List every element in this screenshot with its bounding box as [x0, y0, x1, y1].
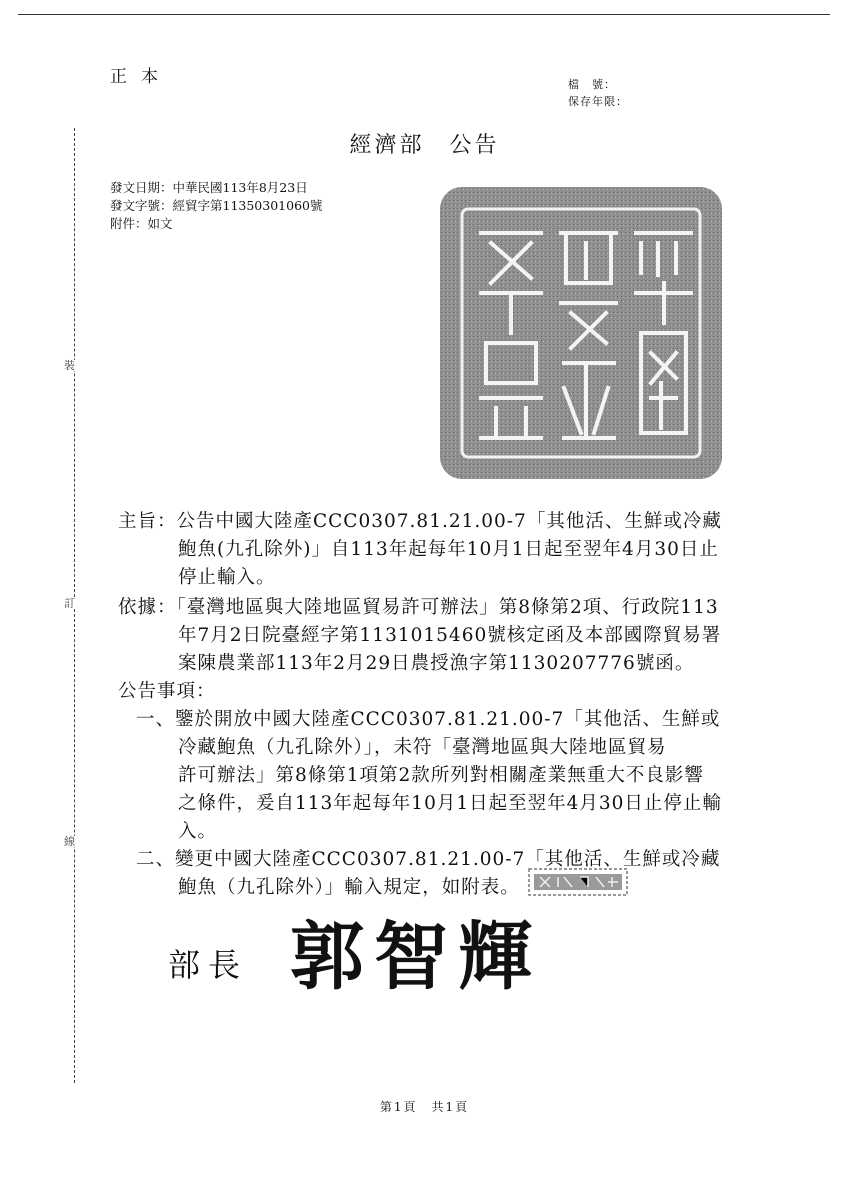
file-number-label: 檔 號： — [568, 78, 616, 91]
top-border-line — [18, 14, 830, 15]
issue-date: 發文日期：中華民國113年8月23日 — [110, 180, 308, 195]
binding-char-mid: 訂 — [64, 597, 75, 610]
notice-heading: 公告事項： — [118, 681, 216, 702]
item1-line-3: 許可辦法」第8條第1項第2款所列對相關產業無重大不良影響 — [178, 765, 704, 786]
item1-line-4: 之條件，爰自113年起每年10月1日起至翌年4月30日止停止輸 — [178, 793, 722, 814]
issue-number: 發文字號：經貿字第11350301060號 — [110, 198, 323, 213]
document-title: 經濟部 公告 — [349, 133, 500, 158]
official-seal — [436, 183, 726, 483]
retention-label: 保存年限： — [568, 95, 628, 108]
item2-line-1: 二、變更中國大陸產CCC0307.81.21.00-7「其他活、生鮮或冷藏 — [136, 849, 721, 870]
basis-line-1: 依據：「臺灣地區與大陸地區貿易許可辦法」第8條第2項、行政院113 — [118, 597, 719, 618]
basis-line-2: 年7月2日院臺經字第1131015460號核定函及本部國際貿易署 — [178, 625, 722, 646]
small-stamp — [528, 868, 628, 896]
minister-title: 部長 — [168, 946, 249, 984]
attachment-note: 附件：如文 — [110, 216, 173, 231]
minister-name: 郭智輝 — [290, 914, 542, 1000]
subject-line-1: 主旨：公告中國大陸產CCC0307.81.21.00-7「其他活、生鮮或冷藏 — [118, 511, 722, 532]
binding-char-top: 裝 — [64, 359, 75, 372]
subject-line-2: 鮑魚(九孔除外)」自113年起每年10月1日起至翌年4月30日止 — [178, 539, 719, 560]
item1-line-1: 一、鑒於開放中國大陸產CCC0307.81.21.00-7「其他活、生鮮或 — [136, 709, 721, 730]
binding-char-bottom: 線 — [64, 835, 75, 848]
item2-line-2: 鮑魚（九孔除外）」輸入規定，如附表。 — [178, 877, 520, 898]
item1-line-5: 入。 — [178, 821, 218, 842]
page-footer: 第1頁 共1頁 — [379, 1100, 470, 1114]
copy-label: 正本 — [110, 67, 172, 87]
item1-line-2: 冷藏鮑魚（九孔除外）」，未符「臺灣地區與大陸地區貿易 — [178, 737, 667, 758]
basis-line-3: 案陳農業部113年2月29日農授漁字第1130207776號函。 — [178, 653, 695, 674]
subject-line-3: 停止輸入。 — [178, 567, 276, 588]
